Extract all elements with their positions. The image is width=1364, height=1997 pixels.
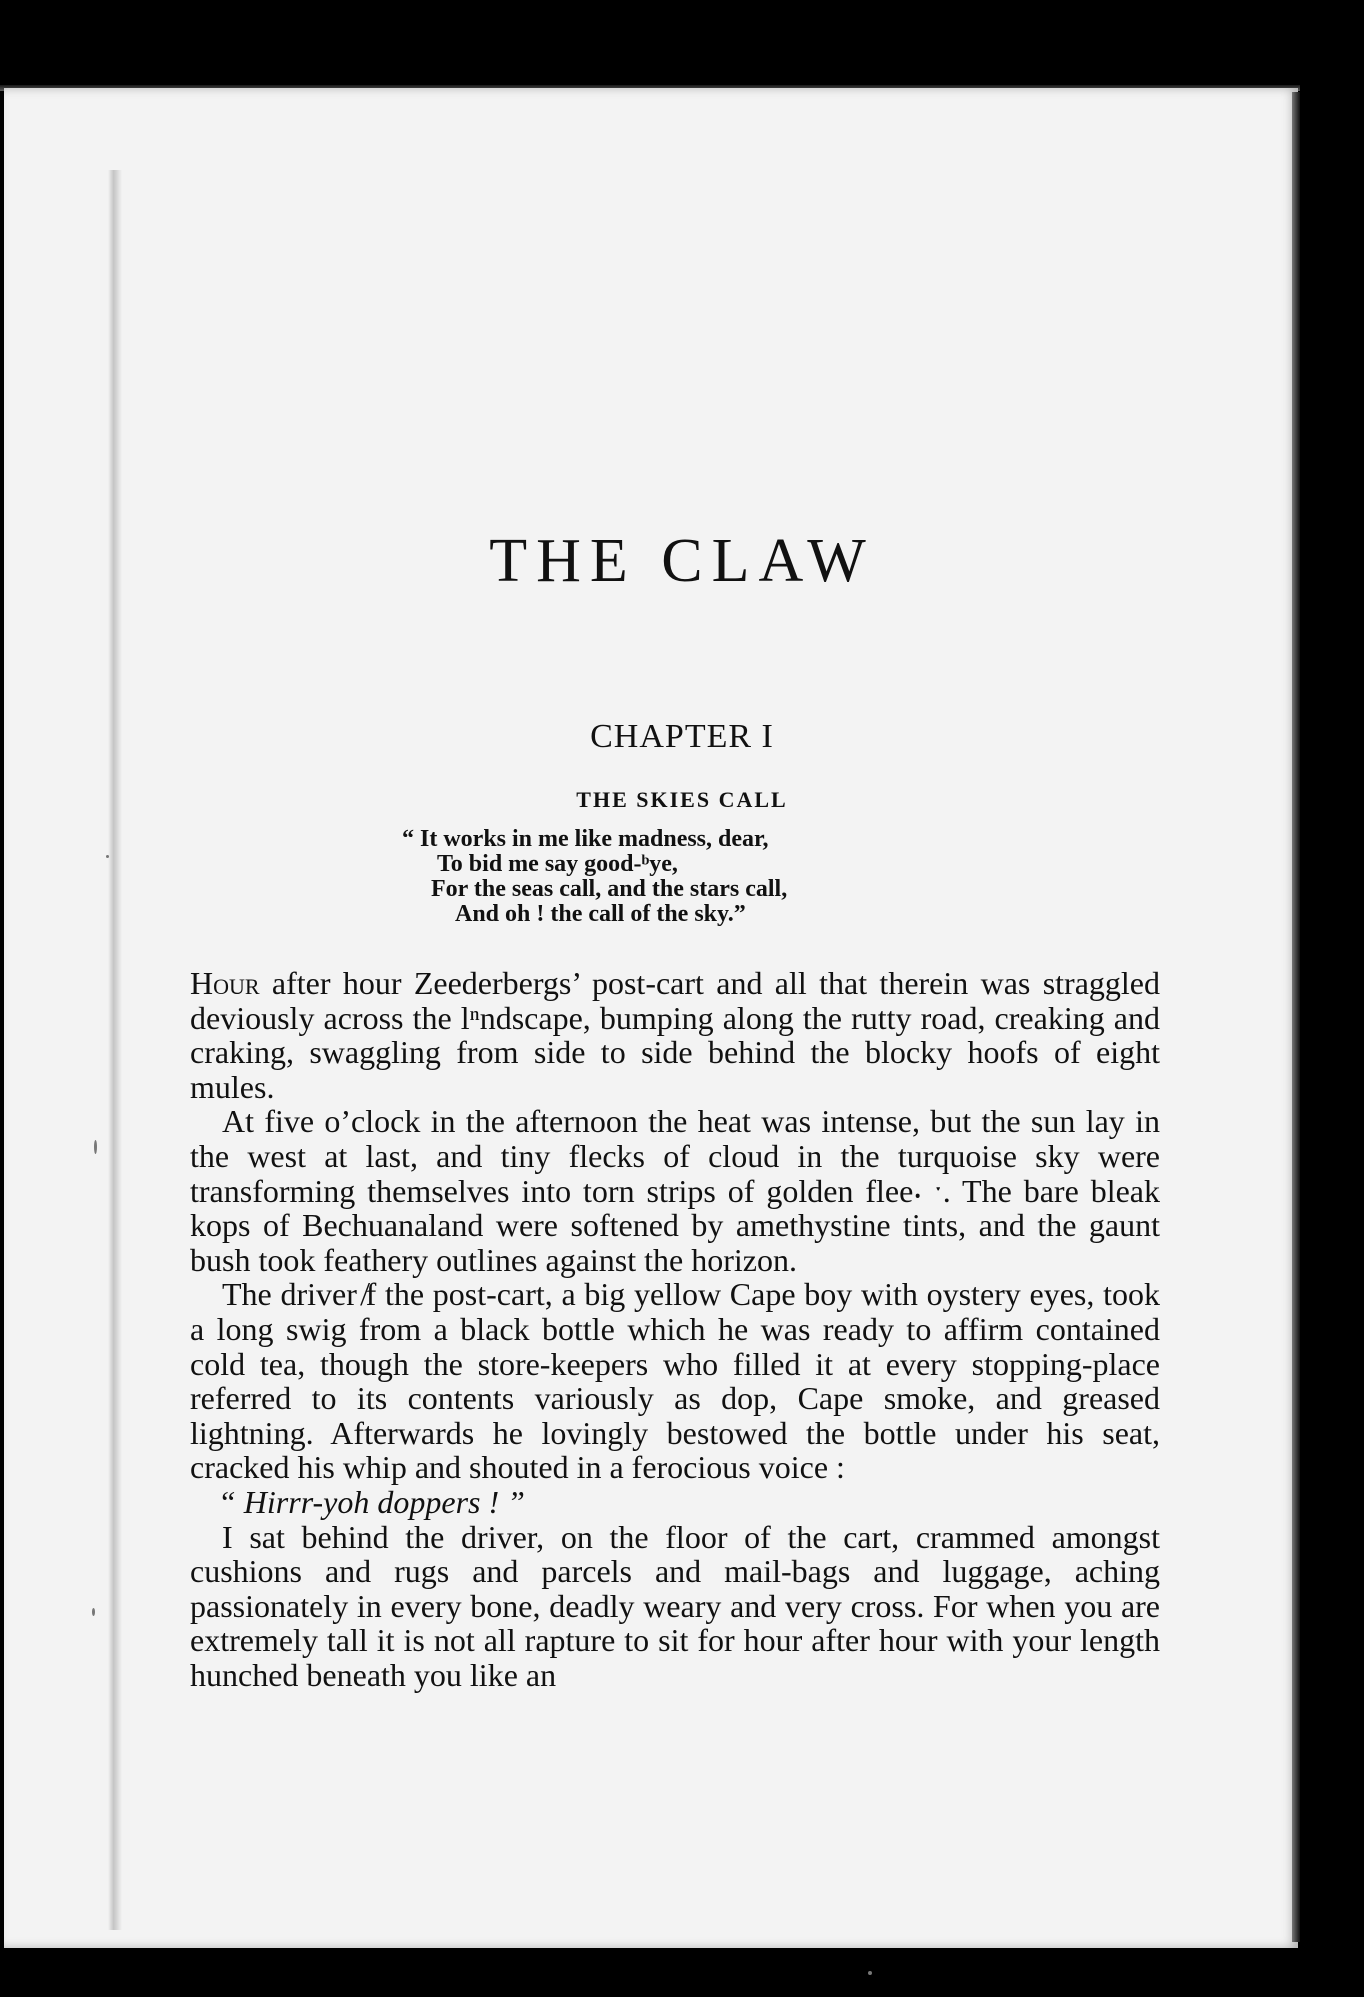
scan-speck — [92, 1608, 95, 1616]
scan-speck — [94, 1140, 97, 1154]
chapter-subtitle: THE SKIES CALL — [576, 787, 788, 812]
opening-word: Hour — [190, 965, 260, 1001]
epigraph-line: For the seas call, and the stars call, — [431, 876, 788, 902]
paragraph: I sat behind the driver, on the floor of the cart, crammed amongst cushions and rugs and parcels and mail-bags and luggage, aching passionately in every bone, deadly weary and very cross. For when you are extremely tall it is not all rapture to sit for hour after hour with your length hunched beneath you like an — [190, 1518, 1160, 1693]
binding-gutter-shadow — [108, 170, 122, 1930]
page-right-edge — [1292, 92, 1300, 1942]
paragraph-exclamation: “ Hirrr-yoh doppers ! ” — [218, 1483, 525, 1520]
paragraph: The driver ̸f the post-cart, a big yellow Cape boy with oystery eyes, took a long swig from a black bottle which he was ready to affirm contained cold tea, though the store-keepers who filled it at every stopping-place referred to its contents variously as dop, Cape smoke, and greased lightning. Afterwards he lovingly bestowed the bottle under his seat, cracked his whip and shouted in a ferocious voice : — [190, 1276, 1160, 1486]
epigraph — [0, 827, 1364, 927]
paragraph — [190, 966, 1160, 1104]
book-title: THE CLAW — [489, 527, 875, 595]
chapter-heading: CHAPTER I — [590, 718, 774, 755]
epigraph-line: And oh ! the call of the sky.” — [455, 901, 746, 927]
scan-speck — [868, 1971, 872, 1975]
paragraph: At five o’clock in the afternoon the heat was intense, but the sun lay in the west at last, and tiny flecks of cloud in the turquoise sky were transforming themselves into torn strips of golden flee⸳ ˑ. The bare bleak kops of Bechuanaland were softened by amethystine tints, and the gaunt bush took feathery outlines against the horizon. — [190, 1103, 1160, 1278]
epigraph-line: “ It works in me like madness, dear, — [402, 826, 769, 852]
epigraph-line: To bid me say good-ᵇye, — [437, 851, 678, 877]
paragraph-text: after hour Zeederbergs’ post-cart and all that therein was straggled deviously across the lⁿndscape, bumping along the rutty road, creaking and craking, swaggling from side to side behind the blocky hoofs of eight mules. — [190, 965, 1160, 1105]
chapter-body — [190, 966, 1160, 1692]
